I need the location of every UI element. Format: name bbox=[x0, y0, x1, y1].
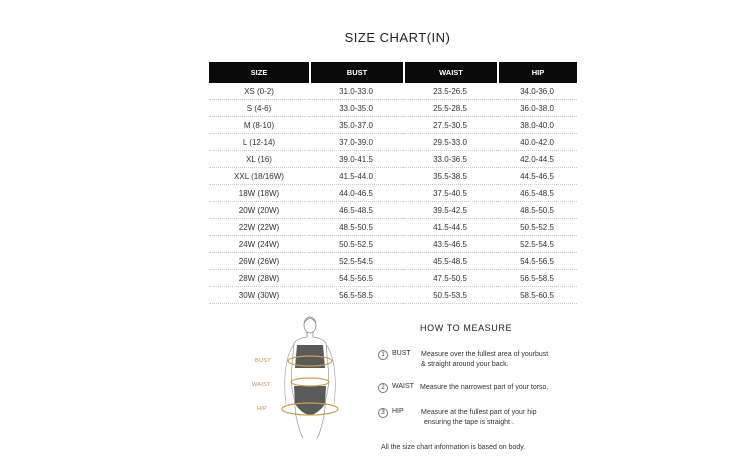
cell-size: 30W (30W) bbox=[209, 287, 309, 304]
cell-size: XL (16) bbox=[209, 151, 309, 168]
table-row bbox=[209, 236, 577, 253]
header-bust: BUST bbox=[309, 62, 403, 83]
figure-label-waist: WAIST bbox=[252, 382, 271, 388]
table-header-row bbox=[209, 62, 577, 83]
figure-label-hip: HIP bbox=[257, 406, 268, 412]
cell-hip: 56.5-58.5 bbox=[497, 270, 577, 287]
cell-size: M (8-10) bbox=[209, 117, 309, 134]
table-row bbox=[209, 219, 577, 236]
cell-size: 20W (20W) bbox=[209, 202, 309, 219]
cell-bust: 35.0-37.0 bbox=[309, 117, 403, 134]
waist-ring bbox=[291, 378, 329, 386]
cell-waist: 43.5-46.5 bbox=[403, 236, 497, 253]
measure-description-line2: & straight around your back. bbox=[421, 361, 509, 368]
footnote: All the size chart information is based on body. bbox=[381, 444, 526, 451]
measure-label: HIP bbox=[392, 408, 404, 415]
cell-waist: 37.5-40.5 bbox=[403, 185, 497, 202]
size-chart-table bbox=[209, 62, 577, 304]
step-number-badge: 2 bbox=[378, 383, 388, 393]
cell-bust: 52.5-54.5 bbox=[309, 253, 403, 270]
cell-waist: 45.5-48.5 bbox=[403, 253, 497, 270]
figure-head bbox=[304, 317, 316, 333]
table-row bbox=[209, 117, 577, 134]
table-row bbox=[209, 287, 577, 304]
cell-bust: 37.0-39.0 bbox=[309, 134, 403, 151]
cell-waist: 23.5-26.5 bbox=[403, 83, 497, 100]
cell-hip: 34.0-36.0 bbox=[497, 83, 577, 100]
cell-size: 26W (26W) bbox=[209, 253, 309, 270]
table-row bbox=[209, 202, 577, 219]
cell-bust: 33.0-35.0 bbox=[309, 100, 403, 117]
table-row bbox=[209, 168, 577, 185]
cell-size: XXL (18/16W) bbox=[209, 168, 309, 185]
body-figure-illustration bbox=[270, 316, 350, 440]
figure-bottom bbox=[294, 386, 326, 415]
cell-waist: 41.5-44.5 bbox=[403, 219, 497, 236]
cell-bust: 31.0-33.0 bbox=[309, 83, 403, 100]
table-row bbox=[209, 270, 577, 287]
figure-left-arm bbox=[285, 344, 294, 404]
measure-description-line1: Measure at the fullest part of your hip bbox=[421, 409, 537, 416]
cell-hip: 36.0-38.0 bbox=[497, 100, 577, 117]
measure-description-line1: Measure over the fullest area of yourbust bbox=[421, 351, 549, 358]
cell-waist: 39.5-42.5 bbox=[403, 202, 497, 219]
cell-hip: 54.5-56.5 bbox=[497, 253, 577, 270]
table-row bbox=[209, 151, 577, 168]
cell-size: 22W (22W) bbox=[209, 219, 309, 236]
cell-size: 18W (18W) bbox=[209, 185, 309, 202]
cell-hip: 38.0-40.0 bbox=[497, 117, 577, 134]
cell-waist: 50.5-53.5 bbox=[403, 287, 497, 304]
cell-bust: 39.0-41.5 bbox=[309, 151, 403, 168]
cell-bust: 54.5-56.5 bbox=[309, 270, 403, 287]
cell-size: 24W (24W) bbox=[209, 236, 309, 253]
table-row bbox=[209, 134, 577, 151]
cell-hip: 52.5-54.5 bbox=[497, 236, 577, 253]
cell-waist: 47.5-50.5 bbox=[403, 270, 497, 287]
cell-waist: 33.0-36.5 bbox=[403, 151, 497, 168]
cell-size: 28W (28W) bbox=[209, 270, 309, 287]
figure-right-arm bbox=[326, 344, 335, 404]
measure-description bbox=[421, 408, 537, 428]
cell-hip: 40.0-42.0 bbox=[497, 134, 577, 151]
table-row bbox=[209, 253, 577, 270]
measure-description-line1: Measure the narrowest part of your torso. bbox=[420, 384, 549, 391]
cell-size: S (4-6) bbox=[209, 100, 309, 117]
cell-bust: 41.5-44.0 bbox=[309, 168, 403, 185]
cell-size: XS (0-2) bbox=[209, 83, 309, 100]
header-waist: WAIST bbox=[403, 62, 497, 83]
cell-waist: 25.5-28.5 bbox=[403, 100, 497, 117]
cell-waist: 27.5-30.5 bbox=[403, 117, 497, 134]
cell-hip: 46.5-48.5 bbox=[497, 185, 577, 202]
header-size: SIZE bbox=[209, 62, 309, 83]
table-row bbox=[209, 100, 577, 117]
measure-description bbox=[420, 383, 548, 393]
header-hip: HIP bbox=[497, 62, 577, 83]
table-row bbox=[209, 185, 577, 202]
table-row bbox=[209, 83, 577, 100]
measure-description-line2: ensuring the tape is straight . bbox=[424, 419, 514, 426]
measure-label: BUST bbox=[392, 350, 411, 357]
step-number-badge: 3 bbox=[378, 408, 388, 418]
figure-label-bust: BUST bbox=[255, 358, 271, 364]
table-body bbox=[209, 83, 577, 304]
step-number-badge: 1 bbox=[378, 350, 388, 360]
cell-waist: 29.5-33.0 bbox=[403, 134, 497, 151]
how-to-measure-title: HOW TO MEASURE bbox=[420, 323, 513, 333]
cell-waist: 35.5-38.5 bbox=[403, 168, 497, 185]
measure-description bbox=[421, 350, 548, 370]
cell-bust: 44.0-46.5 bbox=[309, 185, 403, 202]
cell-bust: 56.5-58.5 bbox=[309, 287, 403, 304]
measure-label: WAIST bbox=[392, 383, 414, 390]
cell-hip: 42.0-44.5 bbox=[497, 151, 577, 168]
page-title: SIZE CHART(IN) bbox=[344, 30, 451, 45]
cell-bust: 46.5-48.5 bbox=[309, 202, 403, 219]
cell-bust: 48.5-50.5 bbox=[309, 219, 403, 236]
cell-hip: 48.5-50.5 bbox=[497, 202, 577, 219]
cell-hip: 50.5-52.5 bbox=[497, 219, 577, 236]
cell-hip: 44.5-46.5 bbox=[497, 168, 577, 185]
cell-size: L (12-14) bbox=[209, 134, 309, 151]
cell-hip: 58.5-60.5 bbox=[497, 287, 577, 304]
cell-bust: 50.5-52.5 bbox=[309, 236, 403, 253]
